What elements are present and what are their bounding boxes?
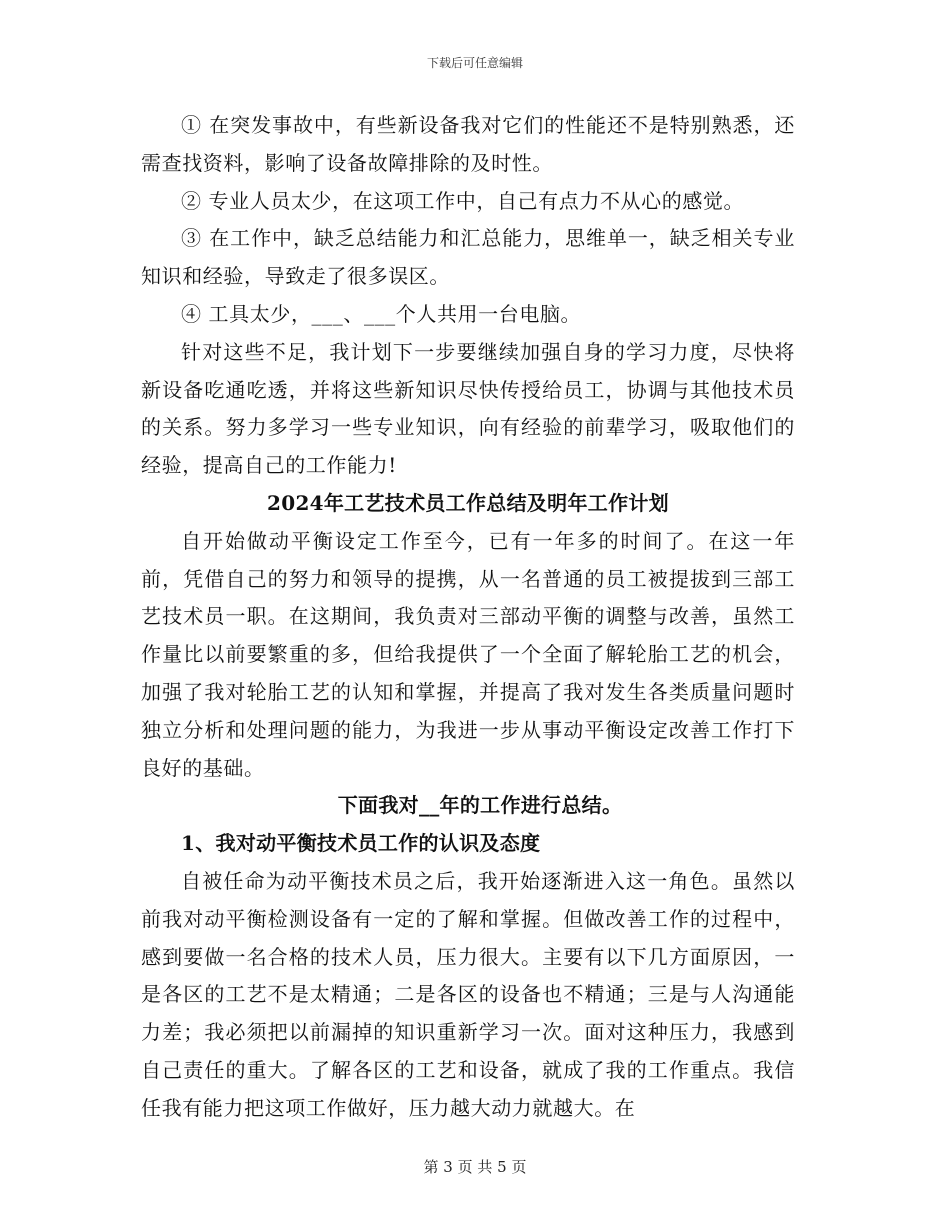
document-title: 2024年工艺技术员工作总结及明年工作计划 (267, 490, 669, 515)
paragraph-introduction: 自开始做动平衡设定工作至今，已有一年多的时间了。在这一年前，凭借自己的努力和领导的提携，从一名普通的员工被提拔到三部工艺技术员一职。在这期间，我负责对三部动平衡的调整与改善，虽然工作量比以前要繁重的多，但给我提供了一个全面了解轮胎工艺的机会，加强了我对轮胎工艺的认知和掌握，并提高了我对发生各类质量问题时独立分析和处理问题的能力，为我进一步从事动平衡设定改善工作打下良好的基础。 (141, 528, 795, 780)
document-body (141, 107, 795, 1128)
page-footer: 第 3 页 共 5 页 (423, 1158, 527, 1176)
section-1-heading: 1、我对动平衡技术员工作的认识及态度 (181, 831, 541, 856)
paragraph-issue-4: ④ 工具太少，___、___个人共用一台电脑。 (181, 301, 582, 326)
page-header: 下载后可任意编辑 (426, 56, 523, 70)
paragraph-issue-2: ② 专业人员太少，在这项工作中，自己有点力不从心的感觉。 (181, 188, 745, 213)
paragraph-issue-3: ③ 在工作中，缺乏总结能力和汇总能力，思维单一，缺乏相关专业知识和经验，导致走了很多误区。 (141, 226, 795, 289)
paragraph-improvement-plan: 针对这些不足，我计划下一步要继续加强自身的学习力度，尽快将新设备吃通吃透，并将这些新知识尽快传授给员工，协调与其他技术员的关系。努力多学习一些专业知识，向有经验的前辈学习，吸取他们的经验，提高自己的工作能力! (141, 339, 795, 478)
paragraph-section-1: 自被任命为动平衡技术员之后，我开始逐渐进入这一角色。虽然以前我对动平衡检测设备有一定的了解和掌握。但做改善工作的过程中，感到要做一名合格的技术人员，压力很大。主要有以下几方面原因，一是各区的工艺不是太精通；二是各区的设备也不精通；三是与人沟通能力差；我必须把以前漏掉的知识重新学习一次。面对这种压力，我感到自己责任的重大。了解各区的工艺和设备，就成了我的工作重点。我信任我有能力把这项工作做好，压力越大动力就越大。在 (141, 868, 795, 1120)
summary-heading: 下面我对__年的工作进行总结。 (337, 793, 623, 818)
paragraph-issue-1: ① 在突发事故中，有些新设备我对它们的性能还不是特别熟悉，还需查找资料，影响了设备故障排除的及时性。 (141, 113, 795, 175)
